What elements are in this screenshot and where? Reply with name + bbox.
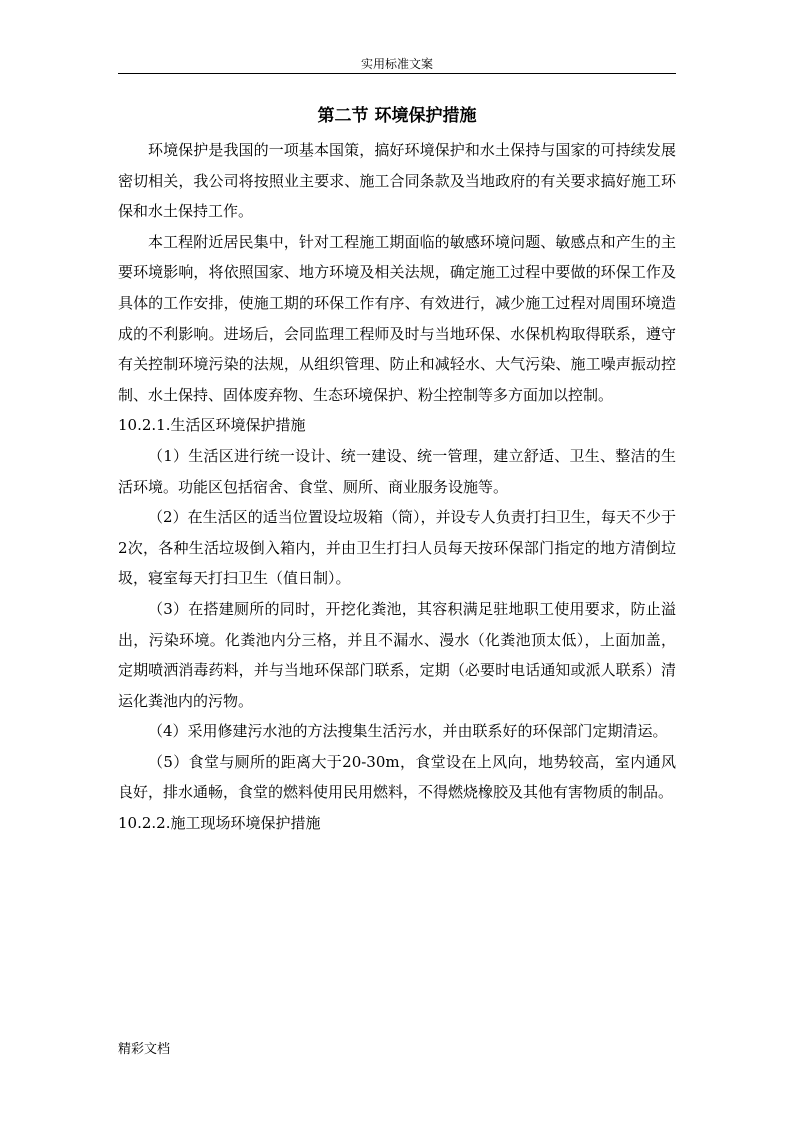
paragraph-project: 本工程附近居民集中，针对工程施工期面临的敏感环境问题、敏感点和产生的主要环境影响，将依照国家、地方环境及相关法规，确定施工过程中要做的环保工作及具体的工作安排，使施工期的环保工作有序、有效进行，减少施工过程对周围环境造成的不利影响。进场后，会同监理工程师及时与当地环保、水保机构取得联系，遵守有关控制环境污染的法规，从组织管理、防止和减轻水、大气污染、施工噪声振动控制、水土保持、固体废弃物、生态环境保护、粉尘控制等多方面加以控制。 <box>118 232 676 404</box>
page-header: 实用标准文案 <box>360 57 433 71</box>
subsection-heading-construction-site: 10.2.2.施工现场环境保护措施 <box>118 814 321 833</box>
list-item: （5）食堂与厕所的距离大于20-30m，食堂设在上风向，地势较高，室内通风良好，排水通畅，食堂的燃料使用民用燃料，不得燃烧橡胶及其他有害物质的制品。 <box>118 752 676 802</box>
section-title: 第二节 环境保护措施 <box>317 106 477 126</box>
list-item: （2）在生活区的适当位置设垃圾箱（筒），并设专人负责打扫卫生，每天不少于2次，各种生活垃圾倒入箱内，并由卫生打扫人员每天按环保部门指定的地方清倒垃圾，寝室每天打扫卫生（值日制）。 <box>118 508 676 588</box>
list-item: （4）采用修建污水池的方法搜集生活污水，并由联系好的环保部门定期清运。 <box>148 722 668 741</box>
subsection-heading-living-area: 10.2.1.生活区环境保护措施 <box>118 416 306 435</box>
list-item: （1）生活区进行统一设计、统一建设、统一管理，建立舒适、卫生、整洁的生活环境。功能区包括宿舍、食堂、厕所、商业服务设施等。 <box>118 446 676 496</box>
paragraph-intro: 环境保护是我国的一项基本国策，搞好环境保护和水土保持与国家的可持续发展密切相关，我公司将按照业主要求、施工合同条款及当地政府的有关要求搞好施工环保和水土保持工作。 <box>118 141 676 221</box>
list-item: （3）在搭建厕所的同时，开挖化粪池，其容积满足驻地职工使用要求，防止溢出，污染环境。化粪池内分三格，并且不漏水、漫水（化粪池顶太低），上面加盖，定期喷洒消毒药料，并与当地环保部门联系，定期（必要时电话通知或派人联系）清运化粪池内的污物。 <box>118 599 676 710</box>
document-body <box>118 103 676 839</box>
header-divider <box>118 73 676 74</box>
page-footer: 精彩文档 <box>118 1042 171 1057</box>
